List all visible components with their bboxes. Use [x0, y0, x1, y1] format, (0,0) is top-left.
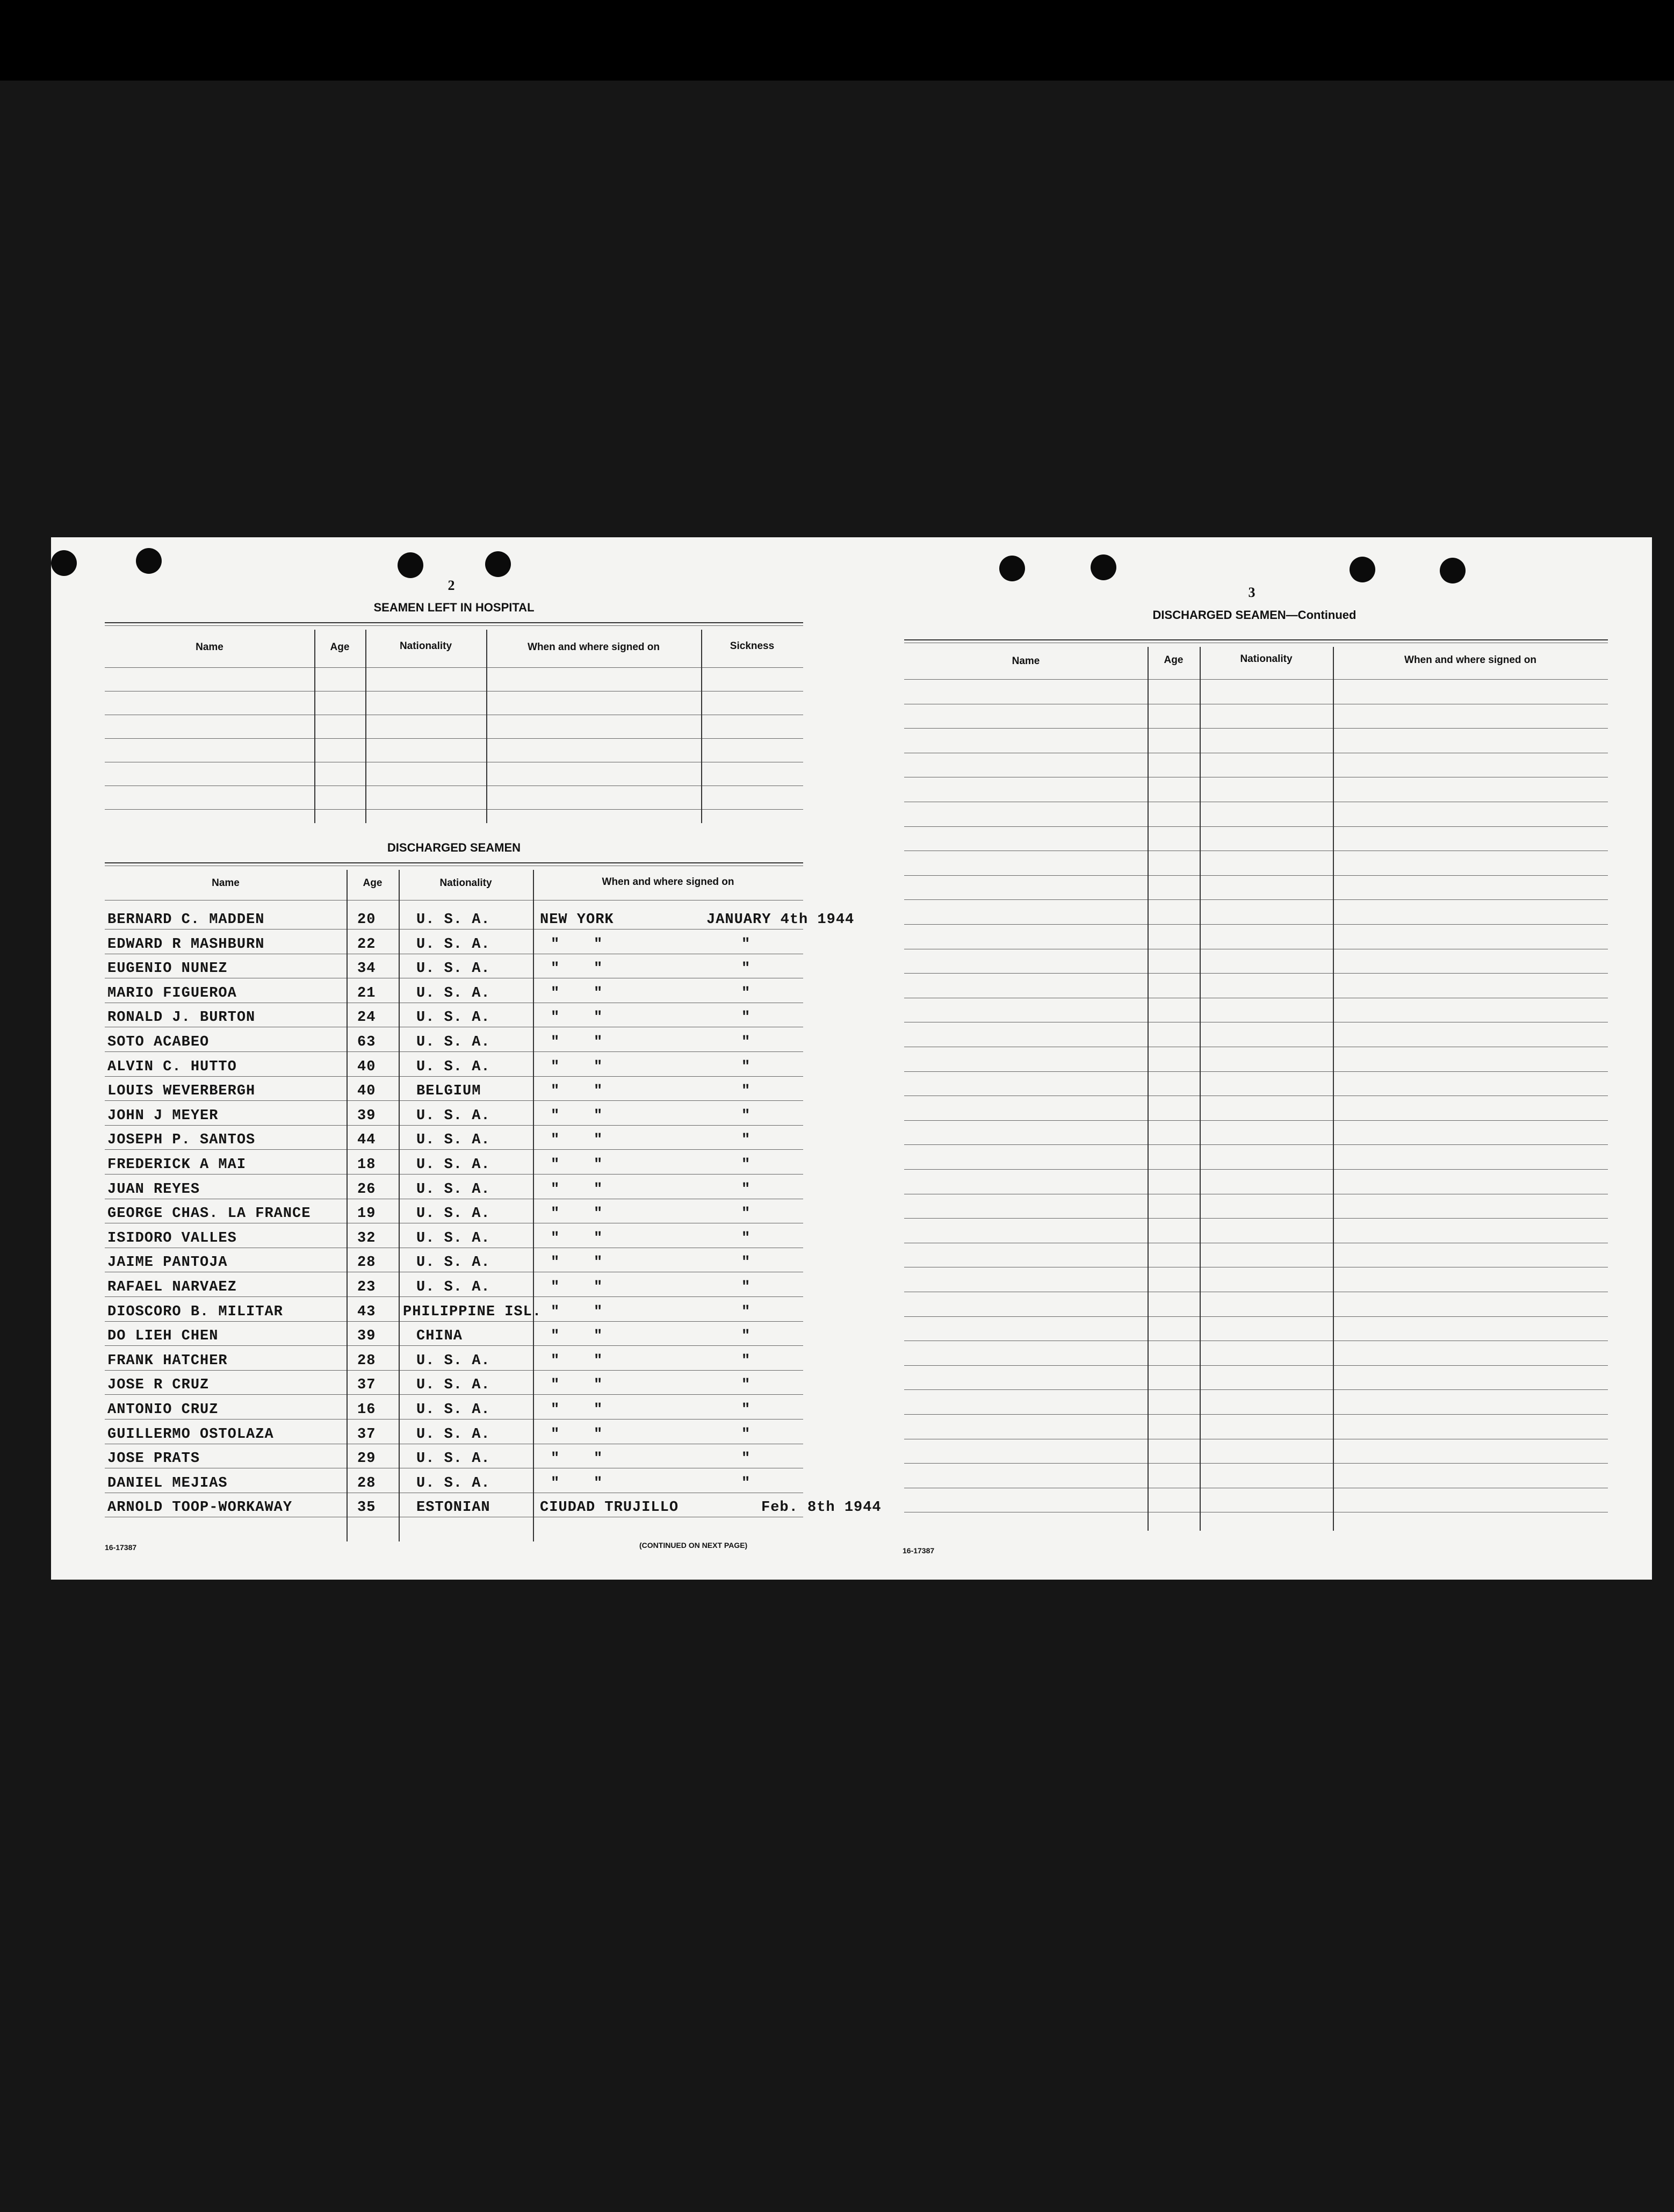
signed-on-place: " [551, 1451, 560, 1467]
seaman-nationality: U. S. A. [416, 912, 490, 928]
column-rule [314, 630, 315, 823]
column-rule [347, 870, 348, 1541]
ruling-line [904, 1463, 1608, 1464]
signed-on-date: " [741, 1377, 751, 1394]
seaman-nationality: U. S. A. [416, 1402, 490, 1418]
signed-on-place: CIUDAD TRUJILLO [540, 1500, 679, 1516]
ruling-line [904, 1120, 1608, 1121]
signed-on-place: " [551, 1303, 560, 1320]
signed-on-date: " [741, 1303, 751, 1320]
signed-on-place: " [551, 1157, 560, 1173]
seaman-name: ISIDORO VALLES [107, 1230, 237, 1246]
continued-header-when-where: When and where signed on [1404, 654, 1536, 666]
seaman-age: 34 [357, 961, 376, 977]
signed-on-date: JANUARY 4th 1944 [706, 912, 855, 928]
seaman-age: 39 [357, 1107, 376, 1124]
seaman-nationality: U. S. A. [416, 1377, 490, 1394]
signed-on-date: " [741, 1058, 751, 1075]
seaman-nationality: BELGIUM [416, 1083, 481, 1100]
seaman-nationality: U. S. A. [416, 1107, 490, 1124]
signed-on-date: " [741, 1426, 751, 1443]
ruling-line [904, 1218, 1608, 1219]
seaman-name: MARIO FIGUEROA [107, 985, 237, 1001]
seaman-name: ANTONIO CRUZ [107, 1402, 219, 1418]
seaman-age: 22 [357, 936, 376, 953]
hospital-section-title: SEAMEN LEFT IN HOSPITAL [373, 601, 535, 614]
signed-on-ditto: " [594, 1377, 603, 1394]
hospital-header-name: Name [196, 642, 223, 653]
punch-hole [1091, 554, 1116, 580]
ruling-line [904, 899, 1608, 900]
seaman-nationality: U. S. A. [416, 1279, 490, 1295]
seaman-age: 28 [357, 1255, 376, 1271]
signed-on-ditto: " [594, 1181, 603, 1198]
ruling-line [904, 1365, 1608, 1366]
column-rule [399, 870, 400, 1541]
signed-on-ditto: " [594, 1279, 603, 1295]
column-rule [1200, 647, 1201, 1531]
ruling-line [105, 1419, 803, 1420]
continued-header-name: Name [1012, 655, 1040, 667]
signed-on-date: " [741, 1475, 751, 1492]
seaman-name: DIOSCORO B. MILITAR [107, 1303, 283, 1320]
seaman-age: 39 [357, 1328, 376, 1345]
ruling-line [105, 1345, 803, 1346]
ruling-line [904, 875, 1608, 876]
discharged-header-when-where: When and where signed on [602, 876, 734, 888]
signed-on-date: " [741, 961, 751, 977]
signed-on-date: Feb. 8th 1944 [761, 1500, 882, 1516]
ruling-line [904, 826, 1608, 827]
signed-on-date: " [741, 936, 751, 953]
seaman-nationality: ESTONIAN [416, 1500, 490, 1516]
signed-on-ditto: " [594, 1058, 603, 1075]
signed-on-date: " [741, 1402, 751, 1418]
seaman-age: 28 [357, 1475, 376, 1492]
ruling-line [904, 1316, 1608, 1317]
signed-on-ditto: " [594, 936, 603, 953]
seaman-age: 32 [357, 1230, 376, 1246]
punch-hole [1350, 557, 1375, 582]
signed-on-place: NEW YORK [540, 912, 614, 928]
signed-on-place: " [551, 985, 560, 1001]
signed-on-ditto: " [594, 1451, 603, 1467]
signed-on-place: " [551, 1058, 560, 1075]
ruling-line [105, 1296, 803, 1297]
signed-on-ditto: " [594, 1010, 603, 1026]
punch-hole [136, 548, 162, 574]
continued-table [904, 639, 1608, 1531]
ruling-line [105, 1370, 803, 1371]
seaman-age: 26 [357, 1181, 376, 1198]
signed-on-date: " [741, 1206, 751, 1222]
punch-hole [51, 550, 77, 576]
seaman-nationality: U. S. A. [416, 1426, 490, 1443]
signed-on-ditto: " [594, 1132, 603, 1149]
punch-hole [1440, 558, 1466, 583]
column-rule [486, 630, 487, 823]
seaman-age: 63 [357, 1034, 376, 1050]
hospital-header-nationality: Nationality [399, 640, 452, 652]
ruling-line [105, 809, 803, 810]
page-number-right: 3 [1248, 585, 1256, 600]
ruling-line [904, 728, 1608, 729]
signed-on-date: " [741, 985, 751, 1001]
seaman-nationality: U. S. A. [416, 1206, 490, 1222]
seaman-name: DANIEL MEJIAS [107, 1475, 228, 1492]
document-spread [51, 537, 1652, 1580]
signed-on-ditto: " [594, 1157, 603, 1173]
hospital-header-when-where: When and where signed on [528, 642, 660, 653]
seaman-nationality: U. S. A. [416, 1010, 490, 1026]
seaman-nationality: U. S. A. [416, 1475, 490, 1492]
signed-on-date: " [741, 1181, 751, 1198]
signed-on-ditto: " [594, 961, 603, 977]
signed-on-place: " [551, 1255, 560, 1271]
signed-on-place: " [551, 1352, 560, 1369]
signed-on-place: " [551, 1107, 560, 1124]
top-black-band [0, 0, 1674, 81]
seaman-nationality: U. S. A. [416, 1157, 490, 1173]
signed-on-ditto: " [594, 1352, 603, 1369]
seaman-name: DO LIEH CHEN [107, 1328, 219, 1345]
continued-note: (CONTINUED ON NEXT PAGE) [639, 1541, 748, 1550]
seaman-name: GEORGE CHAS. LA FRANCE [107, 1206, 311, 1222]
signed-on-date: " [741, 1230, 751, 1246]
ruling-line [904, 1389, 1608, 1390]
seaman-name: SOTO ACABEO [107, 1034, 210, 1050]
signed-on-place: " [551, 1083, 560, 1100]
signed-on-place: " [551, 1010, 560, 1026]
seaman-age: 28 [357, 1352, 376, 1369]
signed-on-place: " [551, 1402, 560, 1418]
punch-hole [485, 551, 511, 577]
hospital-table [105, 622, 803, 821]
seaman-name: FREDERICK A MAI [107, 1157, 247, 1173]
seaman-age: 20 [357, 912, 376, 928]
ruling-line [105, 667, 803, 668]
ruling-line [105, 1321, 803, 1322]
signed-on-place: " [551, 1377, 560, 1394]
seaman-name: JOSE R CRUZ [107, 1377, 210, 1394]
signed-on-date: " [741, 1107, 751, 1124]
punch-hole [999, 556, 1025, 581]
seaman-age: 16 [357, 1402, 376, 1418]
seaman-age: 24 [357, 1010, 376, 1026]
ruling-line [105, 1125, 803, 1126]
seaman-nationality: U. S. A. [416, 1451, 490, 1467]
column-rule [365, 630, 366, 823]
seaman-age: 35 [357, 1500, 376, 1516]
signed-on-ditto: " [594, 1303, 603, 1320]
discharged-header-age: Age [363, 877, 383, 889]
seaman-name: JAIME PANTOJA [107, 1255, 228, 1271]
signed-on-ditto: " [594, 1475, 603, 1492]
seaman-name: ALVIN C. HUTTO [107, 1058, 237, 1075]
signed-on-date: " [741, 1328, 751, 1345]
signed-on-place: " [551, 1230, 560, 1246]
seaman-name: EDWARD R MASHBURN [107, 936, 265, 953]
seaman-name: FRANK HATCHER [107, 1352, 228, 1369]
column-rule [701, 630, 702, 823]
signed-on-date: " [741, 1157, 751, 1173]
ruling-line [105, 1076, 803, 1077]
ruling-line [904, 973, 1608, 974]
seaman-age: 40 [357, 1058, 376, 1075]
signed-on-ditto: " [594, 1328, 603, 1345]
signed-on-ditto: " [594, 1083, 603, 1100]
signed-on-date: " [741, 1352, 751, 1369]
signed-on-ditto: " [594, 1230, 603, 1246]
seaman-age: 43 [357, 1303, 376, 1320]
signed-on-ditto: " [594, 1206, 603, 1222]
seaman-nationality: U. S. A. [416, 1132, 490, 1149]
signed-on-ditto: " [594, 1034, 603, 1050]
signed-on-ditto: " [594, 1426, 603, 1443]
form-number-right: 16-17387 [903, 1546, 935, 1555]
punch-hole [398, 552, 423, 578]
seaman-nationality: U. S. A. [416, 961, 490, 977]
discharged-table [105, 862, 882, 1542]
seaman-name: RONALD J. BURTON [107, 1010, 256, 1026]
ruling-line [904, 679, 1608, 680]
signed-on-date: " [741, 1083, 751, 1100]
discharged-section-title: DISCHARGED SEAMEN [387, 841, 521, 854]
signed-on-ditto: " [594, 985, 603, 1001]
seaman-nationality: U. S. A. [416, 1058, 490, 1075]
signed-on-place: " [551, 1475, 560, 1492]
ruling-line [105, 929, 803, 930]
seaman-nationality: U. S. A. [416, 1255, 490, 1271]
signed-on-date: " [741, 1010, 751, 1026]
discharged-header-nationality: Nationality [439, 877, 492, 889]
page-number-left: 2 [448, 578, 455, 593]
seaman-nationality: CHINA [416, 1328, 463, 1345]
form-number-left: 16-17387 [105, 1543, 137, 1552]
ruling-line [105, 625, 803, 626]
continued-header-age: Age [1164, 654, 1184, 666]
seaman-name: ARNOLD TOOP-WORKAWAY [107, 1500, 293, 1516]
seaman-age: 23 [357, 1279, 376, 1295]
signed-on-place: " [551, 1034, 560, 1050]
signed-on-place: " [551, 1206, 560, 1222]
signed-on-date: " [741, 1132, 751, 1149]
signed-on-date: " [741, 1279, 751, 1295]
seaman-nationality: U. S. A. [416, 1181, 490, 1198]
column-rule [1333, 647, 1334, 1531]
seaman-nationality: U. S. A. [416, 1352, 490, 1369]
seaman-age: 21 [357, 985, 376, 1001]
ruling-line [904, 924, 1608, 925]
signed-on-ditto: " [594, 1402, 603, 1418]
hospital-header-sickness: Sickness [730, 640, 775, 652]
hospital-header-age: Age [330, 642, 350, 653]
seaman-age: 18 [357, 1157, 376, 1173]
seaman-nationality: U. S. A. [416, 1034, 490, 1050]
ruling-line [105, 1051, 803, 1052]
column-rule [533, 870, 534, 1541]
seaman-nationality: U. S. A. [416, 1230, 490, 1246]
signed-on-ditto: " [594, 1107, 603, 1124]
signed-on-place: " [551, 1426, 560, 1443]
seaman-age: 37 [357, 1426, 376, 1443]
ruling-line [105, 1174, 803, 1175]
signed-on-place: " [551, 1328, 560, 1345]
ruling-line [105, 862, 803, 863]
seaman-name: JOSEPH P. SANTOS [107, 1132, 256, 1149]
signed-on-ditto: " [594, 1255, 603, 1271]
ruling-line [105, 738, 803, 739]
column-rule [1148, 647, 1149, 1531]
seaman-name: GUILLERMO OSTOLAZA [107, 1426, 274, 1443]
seaman-age: 44 [357, 1132, 376, 1149]
signed-on-place: " [551, 1181, 560, 1198]
seaman-age: 40 [357, 1083, 376, 1100]
seaman-name: JOHN J MEYER [107, 1107, 219, 1124]
signed-on-place: " [551, 936, 560, 953]
seaman-name: BERNARD C. MADDEN [107, 912, 265, 928]
seaman-age: 19 [357, 1206, 376, 1222]
ruling-line [105, 1149, 803, 1150]
signed-on-place: " [551, 1279, 560, 1295]
signed-on-date: " [741, 1034, 751, 1050]
signed-on-place: " [551, 1132, 560, 1149]
ruling-line [904, 1169, 1608, 1170]
ruling-line [904, 1144, 1608, 1145]
signed-on-date: " [741, 1451, 751, 1467]
seaman-name: JOSE PRATS [107, 1451, 200, 1467]
seaman-nationality: U. S. A. [416, 985, 490, 1001]
signed-on-place: " [551, 961, 560, 977]
ruling-line [904, 1414, 1608, 1415]
ruling-line [904, 1071, 1608, 1072]
seaman-name: LOUIS WEVERBERGH [107, 1083, 256, 1100]
discharged-header-name: Name [212, 877, 240, 889]
seaman-nationality: U. S. A. [416, 936, 490, 953]
ruling-line [904, 639, 1608, 640]
ruling-line [105, 1394, 803, 1395]
right-page-title: DISCHARGED SEAMEN—Continued [1152, 608, 1356, 622]
ruling-line [105, 1100, 803, 1101]
seaman-nationality: PHILIPPINE ISL. [403, 1303, 542, 1320]
seaman-name: EUGENIO NUNEZ [107, 961, 228, 977]
seaman-name: JUAN REYES [107, 1181, 200, 1198]
signed-on-date: " [741, 1255, 751, 1271]
continued-header-nationality: Nationality [1240, 653, 1293, 665]
seaman-age: 29 [357, 1451, 376, 1467]
seaman-age: 37 [357, 1377, 376, 1394]
seaman-name: RAFAEL NARVAEZ [107, 1279, 237, 1295]
ruling-line [105, 622, 803, 623]
